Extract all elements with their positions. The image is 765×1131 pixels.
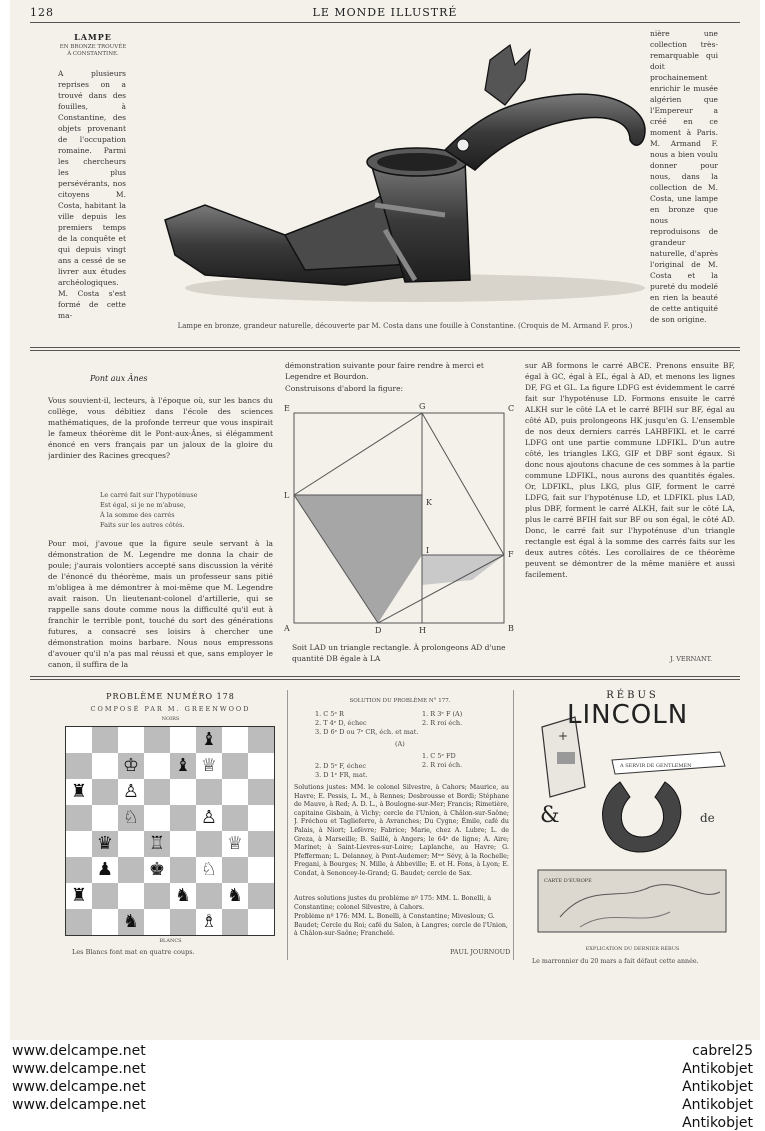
chess-square [248,805,274,831]
rebus-lincoln: LINCOLN [567,700,689,730]
section-rule-1 [30,347,740,348]
footer-link: www.delcampe.net [12,1079,146,1095]
lamp-right-text: nière une collection très-remarquable qui doit prochainement enrichir le musée algérien que l'Empereur a créé en ce moment à Paris. M. Armand F. nous a bien voulu donner pour nous, dans la collection de M. Costa, une lampe en bronze que nous reproduisons de grandeur naturelle, d'après l'original de M. Costa et la pureté du modelé en rien la beauté de cette antiquité de son origine. [650,29,718,324]
label-A: A [284,624,290,633]
chess-piece: ♜ [70,781,88,802]
pont-title: Pont aux Ânes [90,374,148,383]
chess-blancs: BLANCS [159,938,182,944]
label-B: B [508,624,514,633]
watermark-footer [0,1043,765,1131]
chess-square [222,909,248,935]
solution-others2: Problème nº 176: MM. L. Bonelli, à Constantine; Mivesloux; G. Baudet; Cercle du Roi; café du Salon, à Langres; cercle de l'Union, à Châlon-sur-Saône; Franchelé. [294,913,508,938]
solution-signature: PAUL JOURNOUD [450,948,511,956]
page-number: 128 [30,6,54,19]
lamp-left-text: A plusieurs reprises on a trouvé dans des fouilles, à Constantine, des objets provenant de l'occupation romaine. Parmi les chercheurs les plus persévérants, nos citoyens M. Costa, habitant la ville depuis les premiers temps de la conquête et qui depuis vingt ans a cessé de se livrer aux études archéologiques. M. Costa s'est formé de cette ma- [58,69,126,320]
solution-title: SOLUTION DU PROBLÈME N° 177. [349,698,451,704]
chess-piece: ♞ [226,885,244,906]
footer-seller: Antikobjet [682,1115,753,1131]
chess-title: PROBLÈME NUMÉRO 178 [106,692,235,701]
chess-piece: ♗ [200,911,218,932]
verse-line: À la somme des carrés [100,511,175,519]
chess-piece: ♕ [200,755,218,776]
chess-piece: ♚ [148,859,166,880]
rebus-title: RÉBUS [606,690,659,701]
label-H: H [419,626,426,635]
pont-construct: Construisons d'abord la figure: [285,384,404,393]
footer-link: www.delcampe.net [12,1061,146,1077]
solution-var-right [422,752,462,770]
label-D: D [375,626,382,635]
label-C: C [508,404,515,413]
rebus-explication: EXPLICATION DU DERNIER RÉBUS [585,946,680,952]
chess-square [170,727,196,753]
chess-square [92,779,118,805]
move: 3. D 6ᵉ D ou 7ᵉ CR, éch. et mat. [315,728,419,736]
chess-square [66,857,92,883]
chess-piece: ♘ [200,859,218,880]
rebus-de: de [700,811,715,825]
chess-square [66,727,92,753]
col-divider [513,690,514,960]
chess-square [196,779,222,805]
chess-square [170,831,196,857]
chess-square [118,727,144,753]
move: 3. D 1ᵉ FR, mat. [315,771,368,779]
chess-square [92,805,118,831]
pont-right-col: sur AB formons le carré ABCE. Prenons ensuite BF, égal à GC, égal à EL, égal à AD, et menons les lignes DF, FG et GL. La figure LDFG est évidemment le carré fait sur l'hypoténuse LD. Formons ensuite le carré ALKH sur le côté LA et le carré BFIH sur BF, égal au côté AD, puis prolongeons HK jusqu'en G. L'ensemble de nos deux derniers carrés LAHBFIKL et le carré LDFG ont une partie commune LDFIKL. D'un autre côté, les triangles LKG, GIF et DBF sont égaux. Si donc nous ajoutons chacune de ces sommes à la partie commune LDFIKL, nous aurons des quantités égales. Or, LDFIKL, plus LKG, plus GIF, forment le carré LDFG, fait sur l'hypoténuse LD, et LDFIKL plus LAD, plus DBF, forment le carré ALKH, fait sur le côté LA, plus le carré BFIH fait sur BF ou son égal, le côté AD. Donc, le carré fait sur l'hypoténuse d'un triangle rectangle est égal à la somme des carrés faits sur les deux autres côtés. Les corollaires de ce théorème peuvent se démontrer de la même manière et aussi facilement. [525,361,735,579]
chess-square [222,727,248,753]
chess-square [248,779,274,805]
map-label: CARTE D'EUROPE [544,878,592,884]
pont-verse [100,490,197,530]
chess-square [248,883,274,909]
solution-others: Autres solutions justes du problème nº 175: MM. L. Bonelli, à Constantine; colonel Silvestre, à Cahors. [294,895,492,911]
chess-square [222,753,248,779]
chess-square [144,753,170,779]
journal-title: LE MONDE ILLUSTRÉ [312,6,458,19]
chess-piece: ♕ [226,833,244,854]
chess-square [92,883,118,909]
chess-square [248,753,274,779]
chess-square [92,753,118,779]
chess-piece: ♙ [122,781,140,802]
lamp-caption: Lampe en bronze, grandeur naturelle, découverte par M. Costa dans une fouille à Constantine. (Croquis de M. Armand F. pros.) [177,322,633,330]
chess-board [65,726,275,936]
bronze-lamp-illustration [145,30,650,315]
chess-square [66,909,92,935]
chess-composer: COMPOSÉ PAR M. GREENWOOD [90,705,251,713]
footer-link: www.delcampe.net [12,1043,146,1059]
footer-seller: Antikobjet [682,1079,753,1095]
chess-square [144,805,170,831]
label-L: L [284,491,290,500]
solution-solvers: Solutions justes: MM. le colonel Silvestre, à Cahors; Maurice, au Havre; E. Pessis, L. M., à Rennes; Desbrousse et Bordi; Stéphane de Mauve, à Red; A. D. L., à Boulogne-sur-Mer; Francis; Rimetière, capitaine Gisbain, à Vichy; cercle de l'Union, à Châlon-sur-Saône; J. Fréchou et Taglieferre, à Avranches; Du Cygne; Émile, café du Palais, à Niort; Lefèvre; Fabrice; Marie, chez A. Lubre; L. de Greza, à Marseille; B. Saillé, à Angers; le 64ᵉ de ligne; A. Aire; Marinet; à Saint-Lievres-sur-Loire; Laplanche, au Havre; G. Pfefferman; L. Delanney, à Pont-Audemer; Mᵐᵉ Sévy, à la Rochelle; Fregani, à Bourges; N. Mille, à Abbeville; E. et H. Fons, à Lyon; E. Condat, à Senoncey-le-Grand; G. Baudet; cercle de Sax. [294,784,509,877]
solution-moves-right [422,710,462,728]
pont-mid-top: démonstration suivante pour faire rendre à merci et Legendre et Bourdon. [285,361,484,381]
pont-body: Pour moi, j'avoue que la figure seule servant à la démonstration de M. Legendre me donna la chair de poule; j'aurais volontiers accepté sans discussion la vérité de l'énoncé du théorème, mais un professeur sans pitié m'obligea à me démontrer à moi-même que M. Legendre avait raison. Un lieutenant-colonel d'artillerie, qui se rappelle sans doute comme nous la difficulté qu'il eut à franchir le terrible pont, touché du sort des générations futures, a consacré ses loisirs à chercher une démonstration moins barbare. Nous nous empressons d'avouer qu'il n'a pas mal réussi et que, sans employer le canon, il suffira de la [48,539,273,669]
pythagoras-figure [282,395,522,635]
move: 1. R 3ᵉ F (A) [422,710,463,718]
chess-square [170,857,196,883]
chess-piece: ♛ [96,833,114,854]
chess-square [170,909,196,935]
ampersand-icon: & [540,803,560,828]
chess-square [222,779,248,805]
section-rule-2b [30,679,740,680]
chess-square [170,779,196,805]
newspaper-page [10,0,760,1040]
variant-label: (A) [395,740,405,748]
move: 1. C 5ᵉ R [315,710,344,718]
chess-square [118,883,144,909]
chess-piece: ♝ [200,729,218,750]
chess-square [248,727,274,753]
solution-moves-left [315,710,418,737]
header-rule [30,22,740,23]
rebus-note: A SERVIR DE GENTLEMEN [620,763,692,769]
chess-square [144,727,170,753]
chess-piece: ♞ [174,885,192,906]
chess-square [92,909,118,935]
chess-square [144,909,170,935]
footer-seller: Antikobjet [682,1061,753,1077]
footer-seller: Antikobjet [682,1097,753,1113]
pont-intro: Vous souvient-il, lecteurs, à l'époque où, sur les bancs du collège, vous débitiez dans l'école des sciences mathématiques, de la profonde terreur que vous inspirait le fameux théorème dit le Pont-aux-Ânes, si élégamment énoncé en vers français par un jaloux de la gloire du jardinier des Racines grecques? [48,396,273,460]
verse-line: Est égal, si je ne m'abuse, [100,501,186,509]
chess-square [196,883,222,909]
chess-square [66,753,92,779]
move: 2. D 5ᵉ F, échec [315,762,367,770]
chess-square [170,805,196,831]
label-F: F [508,550,514,559]
chess-square [248,909,274,935]
chess-piece: ♘ [122,807,140,828]
chess-caption: Les Blancs font mat en quatre coups. [72,948,195,956]
chess-square [118,831,144,857]
chess-square [196,831,222,857]
footer-link: www.delcampe.net [12,1097,146,1113]
move: 2. R roi éch. [422,719,463,727]
label-E: E [284,404,290,413]
chess-square [248,831,274,857]
label-K: K [426,498,432,507]
verse-line: Faits sur les autres côtés. [100,521,185,529]
svg-text:+: + [558,729,569,743]
solution-var-left [315,762,368,780]
label-G: G [419,402,426,411]
move: 2. T 4ᵉ D, échec [315,719,367,727]
chess-piece: ♔ [122,755,140,776]
chess-square [144,779,170,805]
chess-square [66,805,92,831]
section-rule-1b [30,350,740,351]
verse-line: Le carré fait sur l'hypoténuse [100,491,198,499]
chess-square [118,857,144,883]
rebus-illustration [520,702,745,942]
chess-square [222,857,248,883]
pont-signature: J. VERNANT. [670,655,713,663]
lamp-subtitle: EN BRONZE TROUVÉE À CONSTANTINE. [59,44,127,57]
chess-square [248,857,274,883]
chess-piece: ♙ [200,807,218,828]
move: 2. R roi éch. [422,761,463,769]
chess-piece: ♝ [174,755,192,776]
chess-noirs: NOIRS [161,716,180,722]
pont-fig-caption: Soit LAD un triangle rectangle. À prolongeons AD d'une quantité DB égale à LA [292,643,506,663]
col-divider [287,690,288,960]
section-rule-2 [30,676,740,677]
lamp-title: LAMPE [74,32,112,42]
chess-square [66,831,92,857]
chess-square [92,727,118,753]
chess-square [144,883,170,909]
label-I: I [426,546,430,555]
move: 1. C 5ᵉ FD [422,752,456,760]
footer-seller: cabrel25 [692,1043,753,1059]
chess-square [222,805,248,831]
chess-piece: ♞ [122,911,140,932]
rebus-answer: Le marronnier du 20 mars a fait défaut cette année. [532,958,699,965]
chess-piece: ♜ [70,885,88,906]
chess-piece: ♟ [96,859,114,880]
chess-piece: ♖ [148,833,166,854]
